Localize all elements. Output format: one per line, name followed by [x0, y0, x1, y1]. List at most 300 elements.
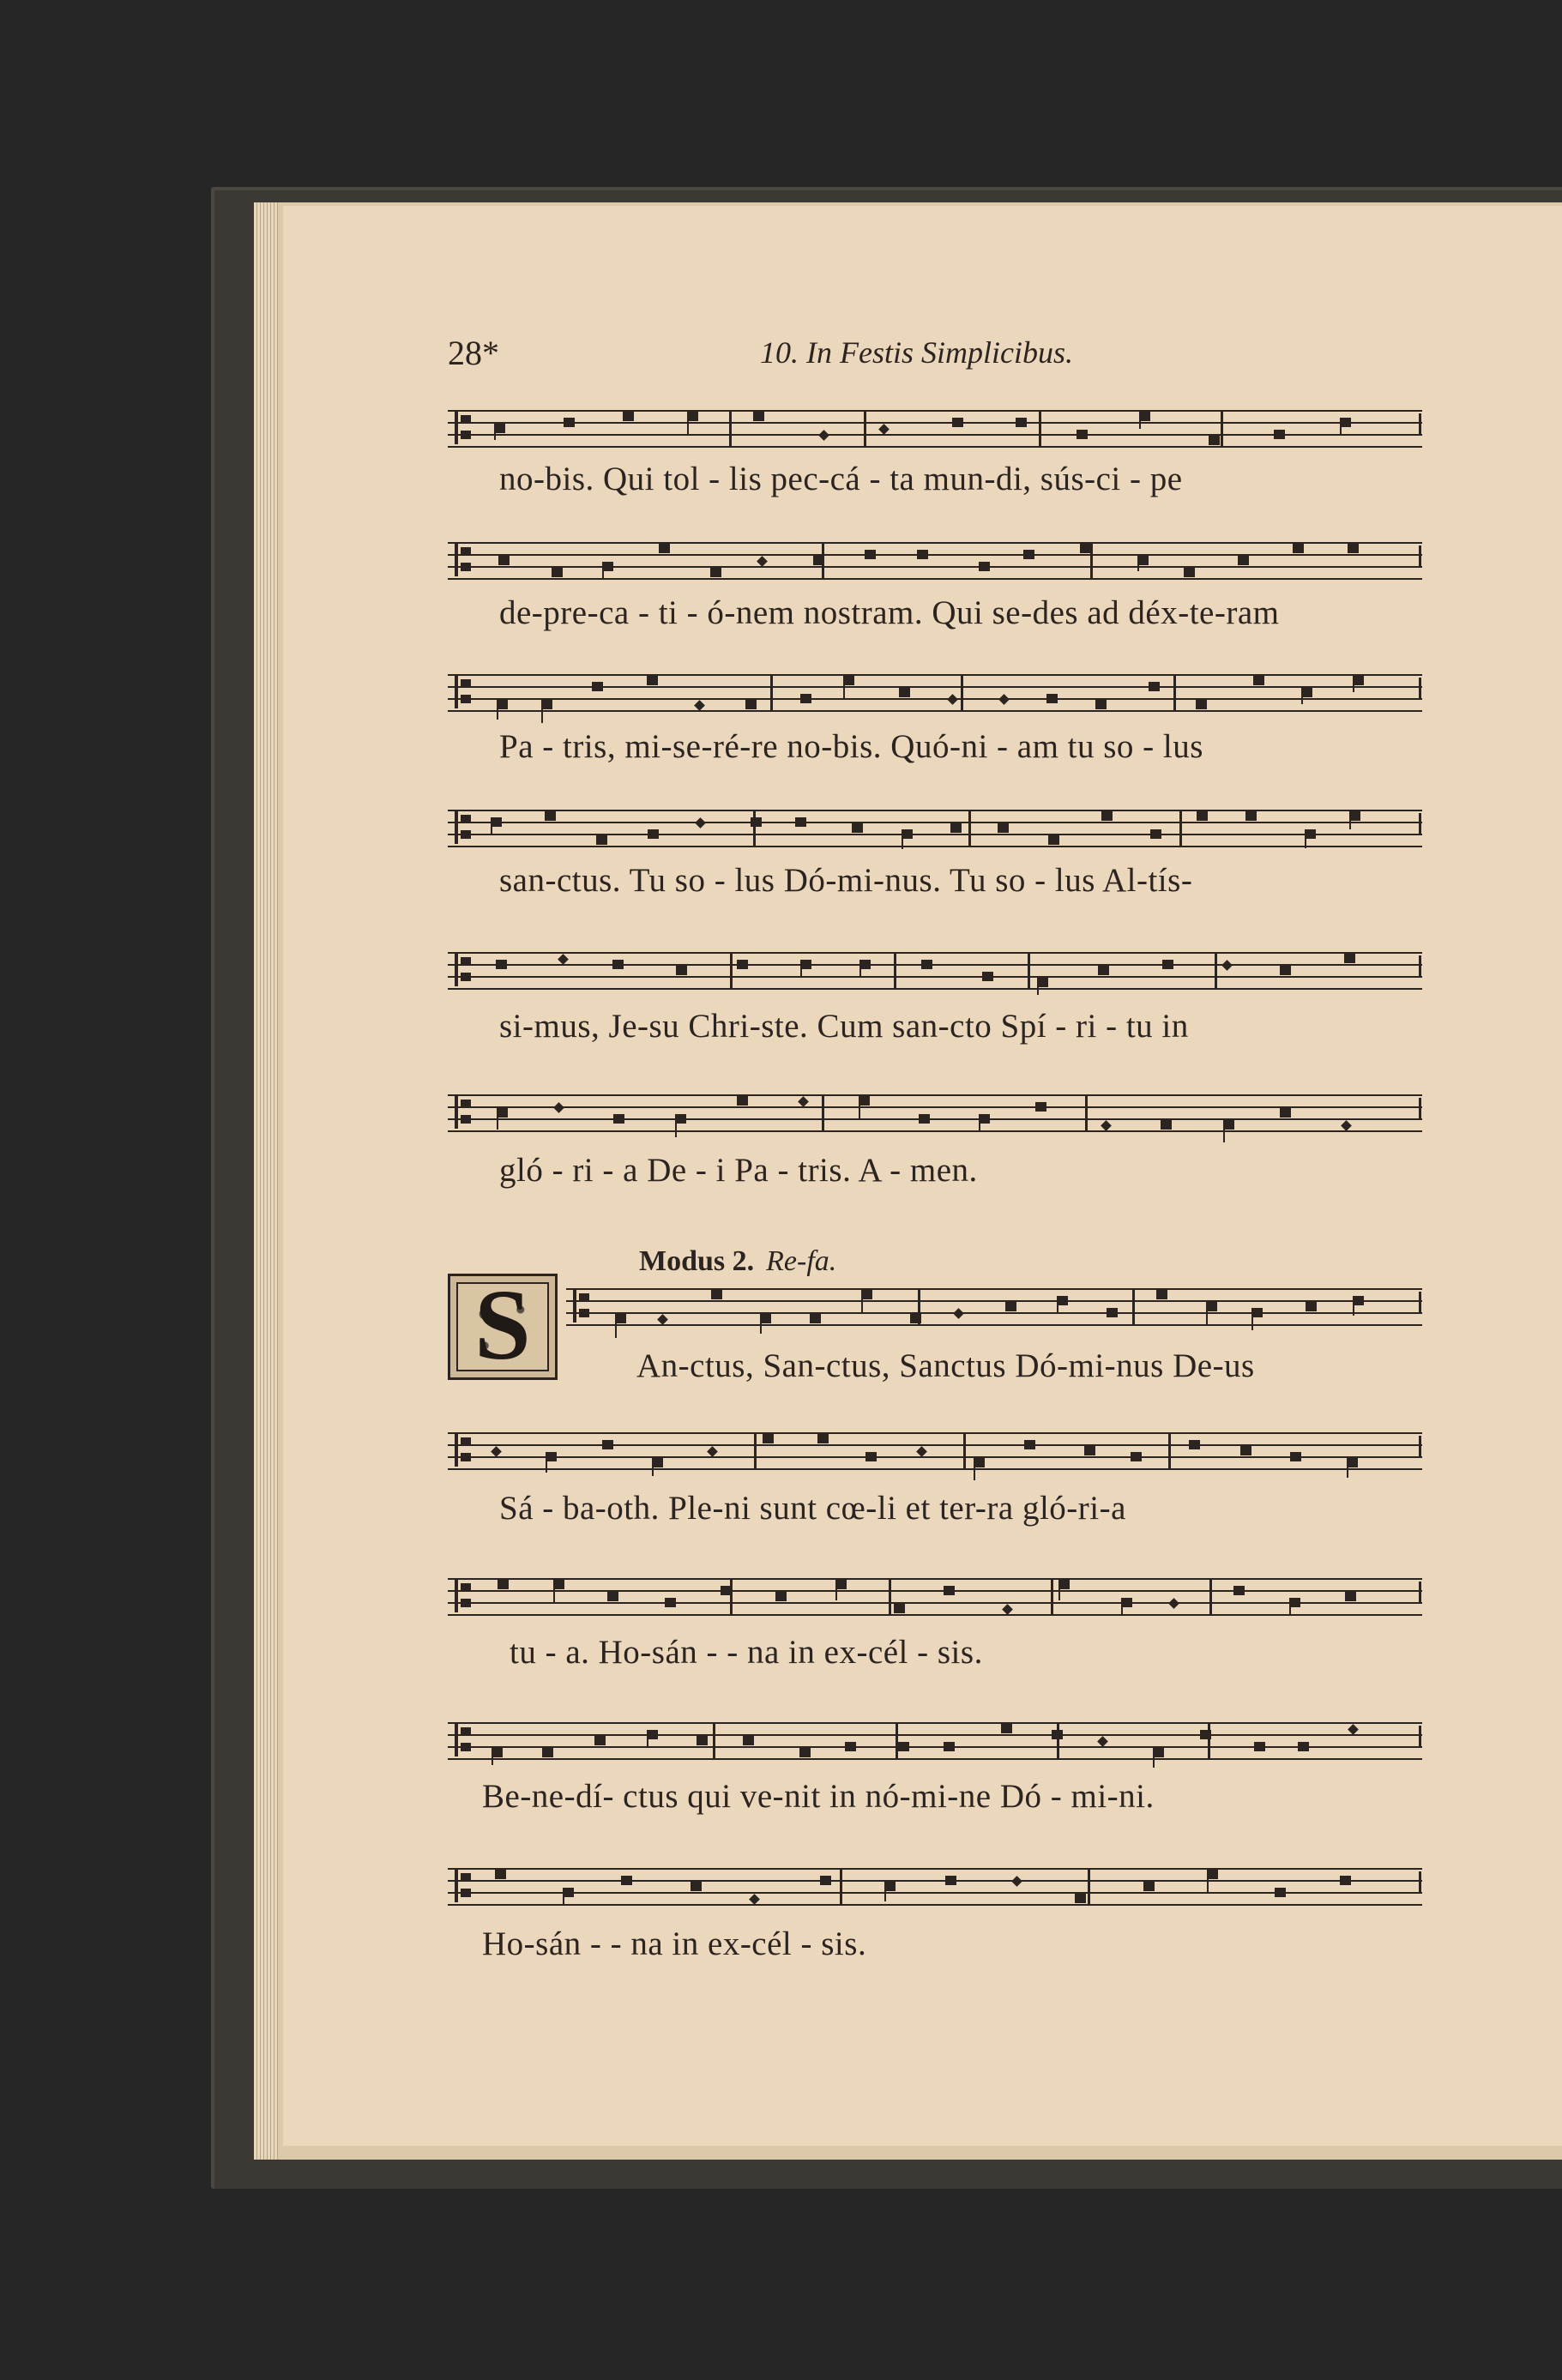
square-note: [813, 556, 824, 565]
bar-line: [1208, 1722, 1210, 1760]
staff-line: [448, 1758, 1422, 1760]
square-note: [1107, 1308, 1118, 1317]
staff-line: [448, 952, 1422, 954]
staff-line: [448, 446, 1422, 448]
staff-line: [448, 834, 1422, 835]
lyric-line: de-pre-ca - ti - ó-nem nostram. Qui se-des ad déx-te-ram: [499, 594, 1280, 631]
square-note: [1023, 550, 1034, 559]
square-note: [1075, 1894, 1086, 1903]
staff-line: [448, 410, 1422, 412]
book-page: [283, 206, 1562, 2146]
square-note: [1200, 1730, 1211, 1739]
square-note: [1306, 1302, 1317, 1311]
square-note: [865, 550, 876, 559]
square-note: [697, 1736, 708, 1745]
clef-icon: [453, 1576, 475, 1616]
bar-line: [1215, 952, 1217, 990]
note-stem: [884, 1882, 886, 1901]
staff-line: [448, 1468, 1422, 1470]
square-note: [1280, 966, 1291, 975]
staff-line: [448, 1590, 1422, 1592]
note-stem: [1121, 1598, 1123, 1615]
square-note: [952, 418, 963, 427]
square-note: [592, 682, 603, 691]
note-stem: [859, 1096, 860, 1120]
square-note: [800, 694, 811, 703]
staff-line: [448, 554, 1422, 556]
square-note: [998, 823, 1009, 833]
note-stem: [1347, 1458, 1348, 1478]
square-note: [1209, 436, 1220, 445]
rhombus-note: [749, 1894, 760, 1905]
bar-line: [1028, 952, 1030, 990]
square-note: [498, 556, 510, 565]
rhombus-note: [1011, 1876, 1022, 1887]
square-note: [894, 1604, 905, 1613]
modus-label: [639, 1245, 836, 1278]
square-note: [737, 960, 748, 969]
staff: [448, 410, 1422, 448]
staff-line: [448, 1904, 1422, 1906]
square-note: [775, 1592, 787, 1601]
final-bar-line: [1419, 955, 1421, 976]
final-bar-line: [1419, 813, 1421, 834]
square-note: [1340, 1876, 1351, 1885]
square-note: [496, 960, 507, 969]
square-note: [817, 1434, 829, 1443]
staff-line: [448, 1746, 1422, 1748]
rhombus-note: [798, 1096, 809, 1107]
staff: [448, 1432, 1422, 1470]
bar-line: [1221, 410, 1223, 448]
final-bar-line: [1419, 1582, 1421, 1602]
square-note: [1046, 694, 1058, 703]
rhombus-note: [707, 1446, 718, 1457]
note-stem: [1058, 1580, 1060, 1600]
square-note: [1001, 1724, 1012, 1733]
note-stem: [1207, 1870, 1209, 1893]
square-note: [1274, 430, 1285, 439]
staff: [448, 810, 1422, 847]
note-stem: [835, 1580, 837, 1600]
bar-line: [730, 952, 733, 990]
square-note: [621, 1876, 632, 1885]
final-bar-line: [1419, 1436, 1421, 1456]
square-note: [1233, 1586, 1245, 1595]
square-note: [753, 412, 764, 421]
rhombus-note: [878, 424, 890, 435]
square-note: [1280, 1108, 1291, 1118]
note-stem: [687, 412, 689, 434]
final-bar-line: [1419, 1726, 1421, 1746]
staff-line: [448, 1456, 1422, 1458]
bar-line: [840, 1868, 842, 1906]
staff-line: [448, 964, 1422, 966]
modus-subtitle: Re-fa.: [766, 1245, 837, 1277]
rhombus-note: [1101, 1120, 1112, 1131]
note-stem: [647, 1730, 648, 1747]
square-note: [899, 688, 910, 697]
clef-icon: [453, 540, 475, 580]
square-note: [552, 568, 563, 577]
lyric-line: tu - a. Ho-sán - - na in ex-cél - sis.: [510, 1634, 983, 1671]
staff-line: [448, 1578, 1422, 1580]
final-bar-line: [1419, 1292, 1421, 1312]
square-note: [799, 1748, 811, 1757]
lyric-line: Sá - ba-oth. Ple-ni sunt cœ-li et ter-ra gló-ri-a: [499, 1490, 1126, 1527]
bar-line: [889, 1578, 891, 1616]
staff-line: [448, 1444, 1422, 1446]
note-stem: [1139, 412, 1141, 429]
staff-line: [448, 566, 1422, 568]
bar-line: [1085, 1094, 1088, 1132]
square-note: [945, 1876, 956, 1885]
clef-icon: [571, 1286, 594, 1326]
square-note: [950, 823, 962, 833]
bar-line: [963, 1432, 966, 1470]
square-note: [542, 1748, 553, 1757]
square-note: [743, 1736, 754, 1745]
square-note: [1345, 1592, 1356, 1601]
rhombus-note: [998, 694, 1010, 705]
bar-line: [1168, 1432, 1171, 1470]
rhombus-note: [1341, 1120, 1352, 1131]
square-note: [1016, 418, 1027, 427]
staff-line: [448, 578, 1422, 580]
square-note: [1095, 700, 1107, 709]
note-stem: [979, 1114, 980, 1131]
staff-line: [448, 422, 1422, 424]
note-stem: [652, 1458, 654, 1476]
rhombus-note: [954, 1308, 965, 1319]
final-bar-line: [1419, 1098, 1421, 1118]
note-stem: [859, 960, 861, 976]
staff-line: [448, 1106, 1422, 1108]
lyric-line: Be-ne-dí- ctus qui ve-nit in nó-mi-ne Dó - mi-ni.: [482, 1778, 1155, 1815]
bar-line: [1132, 1288, 1135, 1326]
staff: [448, 1722, 1422, 1760]
rhombus-note: [695, 817, 706, 828]
note-stem: [1137, 556, 1139, 571]
clef-icon: [453, 1431, 475, 1470]
square-note: [1253, 676, 1264, 685]
square-note: [982, 972, 993, 981]
rhombus-note: [1097, 1736, 1108, 1747]
square-note: [648, 829, 659, 839]
note-stem: [1206, 1302, 1208, 1324]
note-stem: [1289, 1598, 1291, 1615]
staff-line: [448, 674, 1422, 676]
staff-line: [566, 1324, 1422, 1326]
square-note: [1156, 1290, 1167, 1299]
rhombus-note: [1002, 1604, 1013, 1615]
square-note: [1344, 954, 1355, 963]
bar-line: [1057, 1722, 1059, 1760]
square-note: [919, 1114, 930, 1124]
square-note: [1080, 544, 1091, 553]
square-note: [711, 1290, 722, 1299]
square-note: [647, 676, 658, 685]
note-stem: [497, 700, 498, 720]
decorated-initial: [448, 1268, 558, 1381]
rhombus-note: [757, 556, 768, 567]
note-stem: [494, 424, 496, 440]
square-note: [921, 960, 932, 969]
square-note: [751, 817, 762, 827]
square-note: [810, 1314, 821, 1323]
staff: [448, 952, 1422, 990]
note-stem: [1340, 418, 1342, 436]
square-note: [1131, 1452, 1142, 1461]
modus-number: Modus 2.: [639, 1245, 755, 1277]
staff-line: [448, 1614, 1422, 1616]
note-stem: [1301, 688, 1303, 704]
square-note: [865, 1452, 877, 1461]
note-stem: [1057, 1296, 1058, 1314]
square-note: [596, 835, 607, 845]
note-stem: [1349, 811, 1351, 829]
staff: [448, 1868, 1422, 1906]
square-note: [845, 1742, 856, 1751]
note-stem: [1037, 978, 1039, 995]
final-bar-line: [1419, 1871, 1421, 1892]
square-note: [1161, 1120, 1172, 1130]
square-note: [1298, 1742, 1309, 1751]
staff-line: [448, 1868, 1422, 1870]
staff-line: [448, 1602, 1422, 1604]
square-note: [944, 1586, 955, 1595]
square-note: [607, 1592, 618, 1601]
note-stem: [974, 1458, 975, 1480]
square-note: [820, 1876, 831, 1885]
square-note: [1084, 1446, 1095, 1455]
staff-line: [448, 698, 1422, 700]
bar-line: [730, 1578, 733, 1616]
square-note: [623, 412, 634, 421]
staff-line: [448, 988, 1422, 990]
staff-line: [448, 1130, 1422, 1132]
square-note: [1077, 430, 1088, 439]
staff: [448, 1578, 1422, 1616]
staff: [448, 674, 1422, 712]
rhombus-note: [558, 954, 569, 965]
staff-line: [448, 822, 1422, 823]
bar-line: [896, 1722, 898, 1760]
staff: [448, 1094, 1422, 1132]
final-bar-line: [1419, 678, 1421, 698]
staff-line: [448, 1094, 1422, 1096]
staff-line: [448, 542, 1422, 544]
square-note: [665, 1598, 676, 1607]
lyric-line: An-ctus, San-ctus, Sanctus Dó-mi-nus De-us: [636, 1347, 1255, 1384]
bar-line: [729, 410, 732, 448]
square-note: [944, 1742, 955, 1751]
square-note: [795, 817, 806, 827]
note-stem: [563, 1888, 564, 1904]
square-note: [1052, 1730, 1063, 1739]
bar-line: [770, 674, 773, 712]
square-note: [1245, 811, 1257, 821]
note-stem: [1353, 1296, 1354, 1316]
staff-line: [566, 1288, 1422, 1290]
bar-line: [1209, 1578, 1212, 1616]
square-note: [917, 550, 928, 559]
staff-line: [448, 1880, 1422, 1882]
bar-line: [822, 1094, 824, 1132]
note-stem: [675, 1114, 677, 1137]
square-note: [745, 700, 757, 709]
page-number: 28*: [448, 334, 499, 372]
bar-line: [1039, 410, 1041, 448]
square-note: [721, 1586, 732, 1595]
staff-line: [566, 1300, 1422, 1302]
staff-line: [566, 1312, 1422, 1314]
square-note: [979, 562, 990, 571]
rhombus-note: [1348, 1724, 1359, 1735]
square-note: [495, 1870, 506, 1879]
square-note: [602, 1440, 613, 1449]
note-stem: [546, 1452, 547, 1473]
note-stem: [491, 817, 492, 835]
rhombus-note: [1169, 1598, 1180, 1609]
bar-line: [1088, 1868, 1090, 1906]
note-stem: [615, 1314, 617, 1338]
note-stem: [1153, 1748, 1155, 1768]
rhombus-note: [657, 1314, 668, 1325]
square-note: [1149, 682, 1160, 691]
note-stem: [492, 1748, 493, 1765]
lyric-line: si-mus, Je-su Chri-ste. Cum san-cto Spí - ri - tu in: [499, 1008, 1189, 1045]
note-stem: [497, 1108, 498, 1130]
square-note: [1293, 544, 1304, 553]
square-note: [852, 823, 863, 833]
square-note: [594, 1736, 606, 1745]
square-note: [612, 960, 624, 969]
staff-line: [448, 976, 1422, 978]
square-note: [1024, 1440, 1035, 1449]
bar-line: [961, 674, 963, 712]
final-bar-line: [1419, 545, 1421, 566]
lyric-line: Ho-sán - - na in ex-cél - sis.: [482, 1925, 867, 1962]
square-note: [1240, 1446, 1251, 1455]
square-note: [1150, 829, 1161, 839]
running-head: 10. In Festis Simplicibus.: [760, 335, 1073, 370]
bar-line: [864, 410, 866, 448]
square-note: [1189, 1440, 1200, 1449]
bar-line: [753, 810, 756, 847]
bar-line: [1051, 1578, 1053, 1616]
square-note: [1238, 556, 1249, 565]
bar-line: [754, 1432, 757, 1470]
staff-line: [448, 1118, 1422, 1120]
clef-icon: [453, 1866, 475, 1906]
note-stem: [1305, 829, 1306, 848]
square-note: [1348, 544, 1359, 553]
clef-icon: [453, 1720, 475, 1760]
rhombus-note: [491, 1446, 502, 1457]
staff-line: [448, 1722, 1422, 1724]
bar-line: [894, 952, 896, 990]
final-bar-line: [1419, 413, 1421, 434]
clef-icon: [453, 408, 475, 448]
square-note: [545, 811, 556, 821]
clef-icon: [453, 672, 475, 712]
clef-icon: [453, 950, 475, 990]
clef-icon: [453, 808, 475, 847]
bar-line: [1173, 674, 1176, 712]
clef-icon: [453, 1093, 475, 1132]
square-note: [676, 966, 687, 975]
lyric-line: no-bis. Qui tol - lis pec-cá - ta mun-di, sús-ci - pe: [499, 461, 1183, 497]
square-note: [1048, 835, 1059, 845]
staff-line: [448, 710, 1422, 712]
square-note: [1005, 1302, 1016, 1311]
square-note: [1098, 966, 1109, 975]
note-stem: [602, 562, 604, 579]
lyric-line: Pa - tris, mi-se-ré-re no-bis. Quó-ni - am tu so - lus: [499, 728, 1203, 765]
square-note: [1196, 700, 1207, 709]
square-note: [1101, 811, 1113, 821]
square-note: [613, 1114, 624, 1124]
lyric-line: san-ctus. Tu so - lus Dó-mi-nus. Tu so - lus Al-tís-: [499, 862, 1193, 899]
rhombus-note: [1221, 960, 1233, 971]
square-note: [763, 1434, 774, 1443]
square-note: [910, 1314, 921, 1323]
note-stem: [553, 1580, 555, 1603]
bar-line: [1179, 810, 1182, 847]
staff: [566, 1288, 1422, 1326]
initial-letter: S: [474, 1268, 531, 1381]
rhombus-note: [695, 700, 706, 711]
staff-line: [448, 1432, 1422, 1434]
square-note: [1143, 1882, 1155, 1891]
square-note: [564, 418, 575, 427]
rhombus-note: [818, 430, 829, 441]
note-stem: [1353, 676, 1354, 692]
square-note: [1035, 1102, 1046, 1112]
note-stem: [843, 676, 845, 698]
square-note: [1290, 1452, 1301, 1461]
note-stem: [902, 829, 903, 849]
square-note: [898, 1742, 909, 1751]
note-stem: [1223, 1120, 1225, 1142]
note-stem: [541, 700, 543, 723]
square-note: [498, 1580, 509, 1589]
note-stem: [861, 1290, 863, 1313]
square-note: [1184, 568, 1195, 577]
square-note: [691, 1882, 702, 1891]
staff: [448, 542, 1422, 580]
square-note: [710, 568, 721, 577]
square-note: [659, 544, 670, 553]
note-stem: [760, 1314, 762, 1334]
rhombus-note: [916, 1446, 927, 1457]
note-stem: [1251, 1308, 1253, 1330]
rhombus-note: [553, 1102, 564, 1113]
square-note: [1197, 811, 1208, 821]
bar-line: [968, 810, 971, 847]
staff-line: [448, 810, 1422, 811]
staff-line: [448, 846, 1422, 847]
square-note: [1162, 960, 1173, 969]
square-note: [1254, 1742, 1265, 1751]
bar-line: [713, 1722, 715, 1760]
lyric-line: gló - ri - a De - i Pa - tris. A - men.: [499, 1152, 978, 1189]
note-stem: [800, 960, 802, 977]
square-note: [737, 1096, 748, 1106]
square-note: [1275, 1888, 1286, 1897]
rhombus-note: [947, 694, 958, 705]
